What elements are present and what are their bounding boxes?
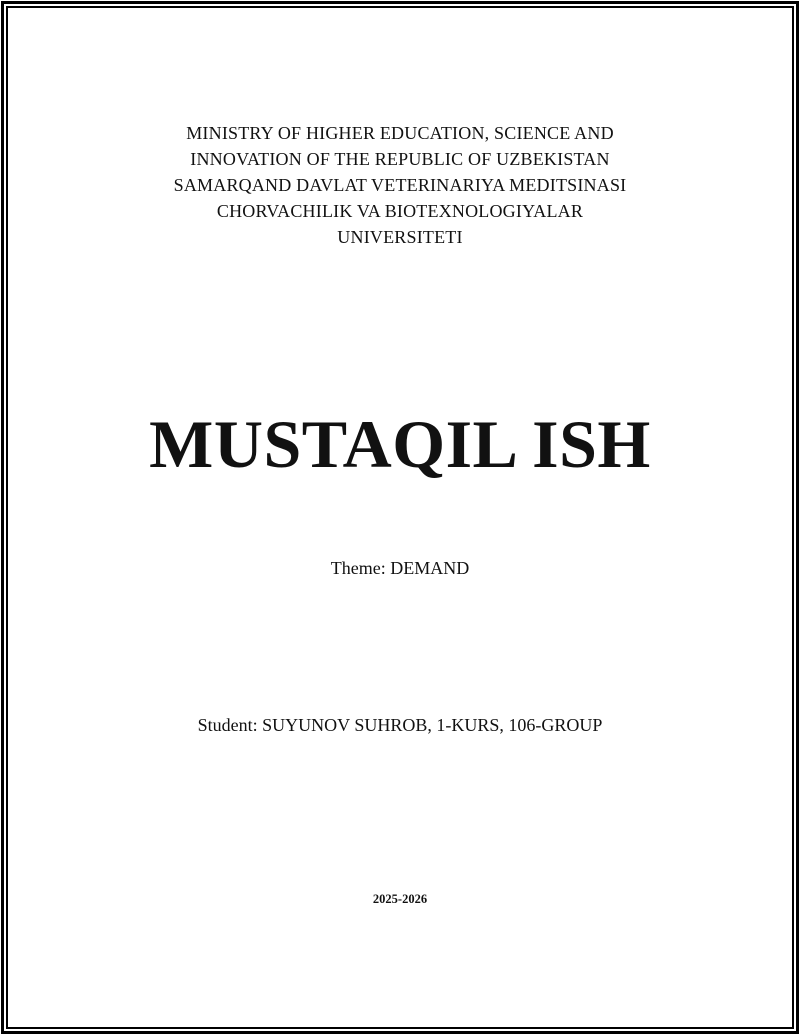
ministry-line: SAMARQAND DAVLAT VETERINARIYA MEDITSINASI [173, 175, 627, 195]
academic-year: 2025-2026 [372, 892, 428, 906]
ministry-header [60, 120, 740, 250]
student-line: Student: SUYUNOV SUHROB, 1-KURS, 106-GROUP [197, 715, 603, 735]
document-title: MUSTAQIL ISH [149, 406, 651, 482]
ministry-line: UNIVERSITETI [337, 227, 463, 247]
ministry-line: INNOVATION OF THE REPUBLIC OF UZBEKISTAN [190, 149, 610, 169]
theme-line: Theme: DEMAND [330, 558, 470, 578]
ministry-line: CHORVACHILIK VA BIOTEXNOLOGIYALAR [216, 201, 584, 221]
ministry-line: MINISTRY OF HIGHER EDUCATION, SCIENCE AND [186, 123, 614, 143]
